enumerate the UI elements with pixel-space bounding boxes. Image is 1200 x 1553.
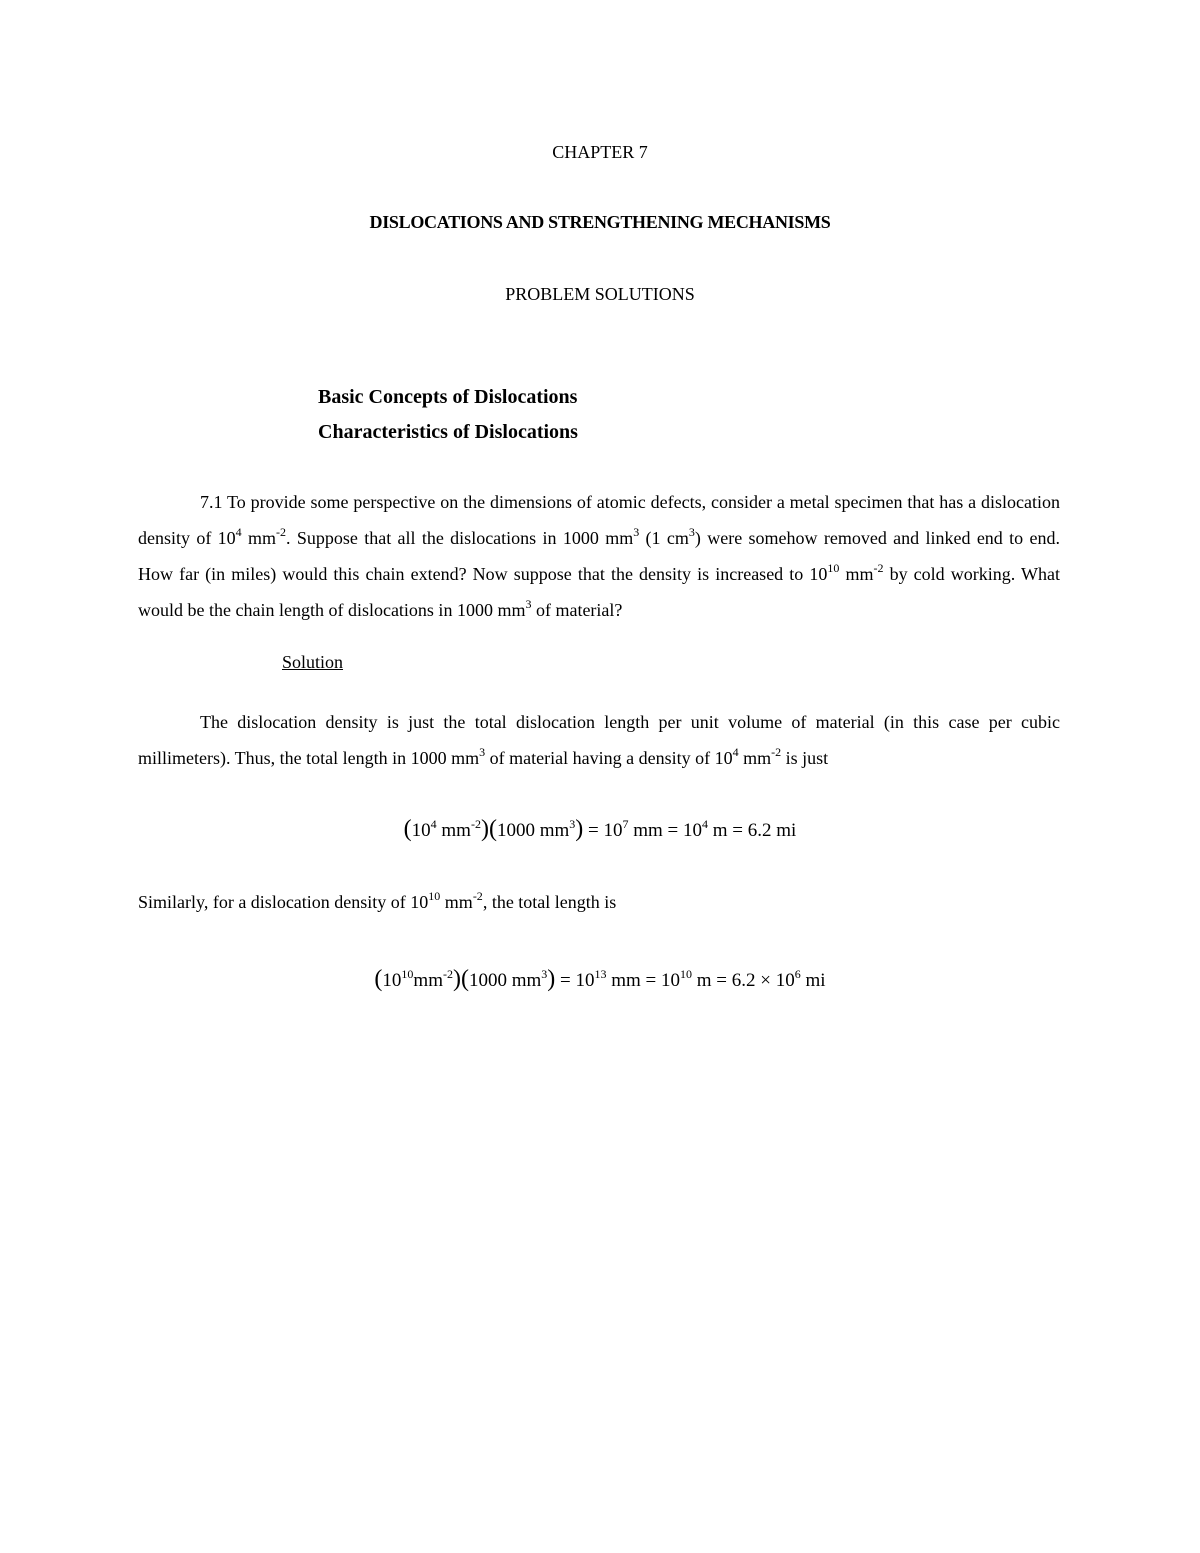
similarly-sentence: Similarly, for a dislocation density of $10^{10}$ $mm^{-2}$, the total length is bbox=[138, 889, 617, 912]
solution-label: Solution bbox=[282, 652, 344, 672]
chapter-subtitle: PROBLEM SOLUTIONS bbox=[505, 284, 695, 304]
solution-paragraph: The dislocation density is just the total dislocation length per unit volume of material (in this case per cubic millimeters). Thus, the total length in 1000 $mm^3$ of material having a density of $10^4$ $mm^{-2}$ is just bbox=[138, 712, 1060, 768]
problem-number: 7.1 bbox=[200, 492, 223, 512]
chapter-title: DISLOCATIONS AND STRENGTHENING MECHANISMS bbox=[369, 212, 831, 232]
section-heading-basic-concepts: Basic Concepts of Dislocations bbox=[318, 386, 578, 408]
equation-2: $(10^{10}mm^{-2})(1000$ $mm^3) = 10^{13}$ mm = $10^{10}$ $m = 6.2 \times 10^6$ mi bbox=[374, 966, 826, 992]
times-symbol: × bbox=[760, 970, 771, 991]
chapter-label: CHAPTER 7 bbox=[552, 142, 648, 162]
section-heading-characteristics: Characteristics of Dislocations bbox=[318, 421, 578, 443]
equation-1: ($10^4$ $mm^{-2})(1000$ $mm^3) = 10^7$ mm = $10^4$ m = 6.2 mi bbox=[403, 816, 797, 842]
problem-statement: 7.1 To provide some perspective on the dimensions of atomic defects, consider a metal specimen that has a dislocation density of $10^4$ $mm^{-2}$. Suppose that all the dislocations in 1000 $mm^3$ (1 $cm^3$) were somehow removed and linked end to end. How far (in miles) would this chain extend? Now suppose that the density is increased to $10^{10}$ $mm^{-2}$ by cold working. What would be the chain length of dislocations in 1000 $mm^3$ of material? bbox=[138, 492, 1061, 620]
